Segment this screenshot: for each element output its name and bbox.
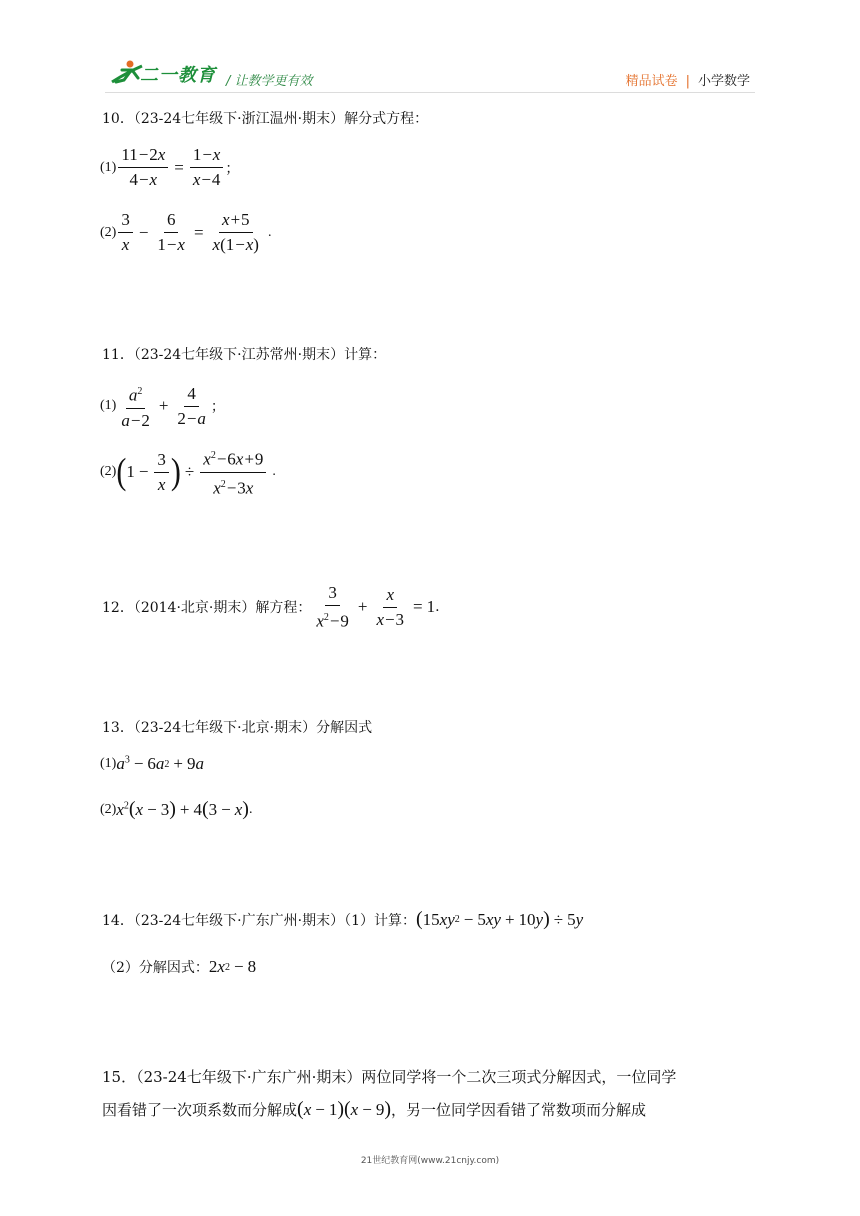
- header-subject: 小学数学: [697, 74, 750, 89]
- q14-line2: （2）分解因式： 2 x 2 − 8: [102, 957, 257, 976]
- footer: 21世纪教育网(www.21cnjy.com): [360, 1156, 500, 1166]
- q15-line2: 因看错了一次项系数而分解成 ( x − 1 ) ( x − 9 ) ，另一位同学因看错了常数项而分解成: [102, 1098, 646, 1120]
- punct: ；: [225, 161, 240, 177]
- q14-part2-label: （2）分解因式：: [102, 960, 209, 976]
- q12: 12．（2014·北京·期末）解方程： $\frac{3}{x^2-9}$ + $\frac{x}{x-3}$ = 1 .: [102, 583, 440, 631]
- part-label: (2): [100, 464, 117, 480]
- header-right: [626, 70, 750, 89]
- q15-line2-b: ，另一位同学因看错了常数项而分解成: [390, 1101, 646, 1119]
- q10-title: 10．（23-24七年级下·浙江温州·期末）解分式方程：: [102, 111, 429, 127]
- header-tag: 精品试卷: [625, 74, 678, 89]
- q10-part1: (1) $\frac{11-2x}{4-x}$ = $\frac{1-x}{x-4}$ ；: [100, 145, 240, 189]
- part-label: (1): [100, 159, 117, 175]
- part-label: (2): [100, 224, 117, 240]
- q11-part2: (2) ( 1 − $\frac{3}{x}$ ) ÷ $\frac{x^2-6x+9}{x^2-3x}$ .: [100, 446, 276, 498]
- q12-title: 12．（2014·北京·期末）解方程：: [102, 600, 312, 617]
- part-label: (1): [100, 756, 117, 771]
- q13-part1: (1) $a^3$ − 6 a 2 + 9 a: [100, 754, 205, 773]
- q11-title: 11．（23-24七年级下·江苏常州·期末）计算：: [102, 347, 387, 363]
- q13-title: 13．（23-24七年级下·北京·期末）分解因式: [102, 720, 373, 736]
- q11-part1: (1) $\frac{a^2}{a-2}$ + $\frac{4}{2-a}$ ；: [100, 383, 225, 430]
- header-separator: |: [685, 74, 690, 89]
- logo-text: 二一教育: [140, 65, 216, 86]
- q10-part2: (2) $\frac{3}{x}$ − $\frac{6}{1-x}$ = $\frac{x+5}{x(1-x)}$ .: [100, 210, 272, 254]
- part-label: (2): [100, 801, 117, 817]
- q13-part2: (2) $x^2$ ( x − 3 ) + 4 ( 3 − x ) .: [100, 798, 253, 820]
- q15-line1: 15．（23-24七年级下·广东广州·期末）两位同学将一个二次三项式分解因式，一位同学: [102, 1068, 677, 1086]
- part-label: (1): [100, 398, 117, 414]
- punct: ；: [210, 400, 225, 416]
- punct: .: [272, 464, 276, 480]
- slogan: / 让教学更有效: [226, 74, 313, 89]
- header-divider: [105, 92, 755, 93]
- q15-line2-a: 因看错了一次项系数而分解成: [102, 1101, 298, 1119]
- q14-line1: 14．（23-24七年级下·广东广州·期末）（1）计算： ( 15 xy 2 − 5 xy + 10 y ) ÷ 5 y: [102, 908, 584, 930]
- q14-title: 14．（23-24七年级下·广东广州·期末）（1）计算：: [102, 912, 416, 929]
- punct: .: [267, 224, 272, 240]
- punct: .: [248, 801, 253, 817]
- punct: .: [435, 599, 440, 616]
